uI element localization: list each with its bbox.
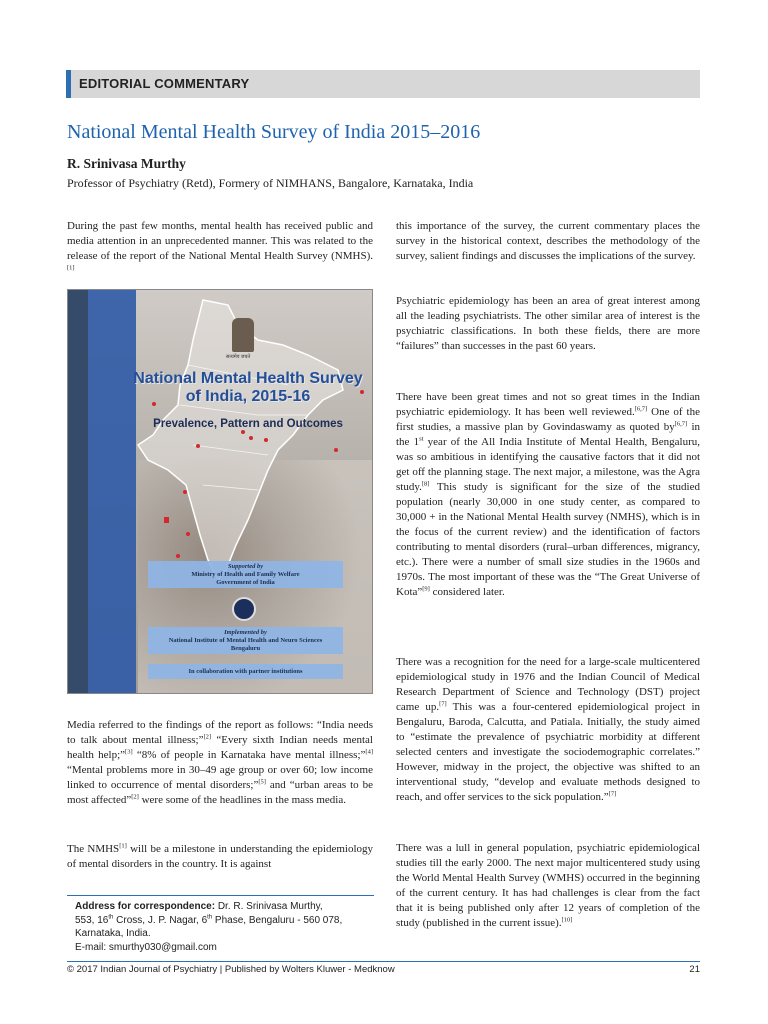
citation-ref[interactable]: [8] bbox=[421, 480, 430, 488]
cover-title-line: National Mental Health Survey bbox=[133, 370, 363, 387]
cover-left-band bbox=[68, 290, 88, 694]
cover-title bbox=[128, 370, 368, 406]
citation-ref[interactable]: [6,7] bbox=[634, 405, 648, 413]
address-line: Cross, J. P. Nagar, 6 bbox=[113, 914, 208, 926]
supported-by-box bbox=[148, 561, 343, 588]
address-divider bbox=[67, 895, 374, 896]
collaboration-box bbox=[148, 664, 343, 679]
map-marker-icon bbox=[241, 430, 245, 434]
map-marker-icon bbox=[186, 532, 190, 536]
section-label: EDITORIAL COMMENTARY bbox=[79, 76, 250, 91]
footer-divider bbox=[67, 961, 700, 962]
cover-subtitle: Prevalence, Pattern and Outcomes bbox=[153, 418, 343, 430]
text-run: Media referred to the findings of the report as follows: “India needs to talk about mental illness;” bbox=[67, 719, 373, 746]
citation-ref[interactable]: [2] bbox=[203, 733, 212, 741]
right-paragraph-5 bbox=[396, 841, 700, 931]
implemented-org: Bengaluru bbox=[230, 645, 261, 652]
address-line: Karnataka, India. bbox=[75, 928, 151, 939]
page-number: 21 bbox=[689, 964, 700, 975]
citation-ref[interactable]: [9] bbox=[422, 585, 430, 593]
ordinal-suffix: th bbox=[108, 914, 114, 921]
citation-ref[interactable]: [10] bbox=[561, 916, 573, 924]
author-name: R. Srinivasa Murthy bbox=[67, 156, 186, 171]
citation-ref[interactable]: [2] bbox=[131, 793, 139, 801]
address-line: Phase, Bengaluru - 560 078, bbox=[212, 914, 343, 926]
address-label: Address for correspondence: bbox=[75, 901, 216, 912]
text-run: year of the All India Institute of Mental Health, Bengaluru, was so ambitious in identifying the causative factors that it did not get off the planning stage. The next major, a milestone, was the Agra study. bbox=[396, 436, 700, 493]
cover-title-line: of India, 2015-16 bbox=[185, 388, 311, 405]
text-run: and “urban areas to be most affected” bbox=[67, 779, 373, 806]
collaboration-text: In collaboration with partner institutions bbox=[188, 668, 303, 675]
text-run: This study is significant for the size of the studied population (nearly 30,000 in one study center, as compared to 30,000 + in the National Mental Health survey (NMHS), which is in the focus of the current review) and the identification of factors contributing to mental disorders (rural–urban differences, migrancy, etc.). There were a number of small size studies in the 1960s and 1970s. The most important of these was the “The Great Universe of Kota” bbox=[396, 481, 700, 598]
text-run: One of the first studies, a massive plan by Govindaswamy as quoted by bbox=[396, 406, 700, 433]
right-paragraph-1 bbox=[396, 219, 700, 264]
national-emblem-icon bbox=[232, 318, 254, 352]
section-header bbox=[66, 70, 700, 98]
citation-ref[interactable]: [7] bbox=[439, 700, 447, 708]
author-affiliation: Professor of Psychiatry (Retd), Formery of NIMHANS, Bangalore, Karnataka, India bbox=[67, 176, 474, 190]
text-run: considered later. bbox=[429, 586, 505, 598]
text-run: “Mental problems more in 30–49 age group or over 60; low income linked to occurrence of mental disorders;” bbox=[67, 764, 373, 791]
report-cover-image bbox=[67, 289, 373, 694]
left-paragraph-1 bbox=[67, 219, 373, 279]
left-paragraph-3 bbox=[67, 842, 373, 872]
ordinal-suffix: th bbox=[207, 914, 213, 921]
email-link[interactable]: E-mail: smurthy030@gmail.com bbox=[75, 941, 217, 953]
nimhans-logo-icon bbox=[232, 597, 256, 621]
citation-ref[interactable]: [4] bbox=[365, 748, 373, 756]
footer-copyright: © 2017 Indian Journal of Psychiatry | Published by Wolters Kluwer - Medknow bbox=[67, 964, 395, 975]
map-marker-square-icon bbox=[164, 517, 169, 523]
ordinal-suffix: st bbox=[419, 435, 424, 443]
right-paragraph-4 bbox=[396, 655, 700, 805]
supported-org: Ministry of Health and Family Welfare bbox=[191, 571, 300, 578]
text-run: This was a four-centered epidemiological project in Bengaluru, Baroda, Calcutta, and Patiala. Initially, the study aimed to “estimate the prevalence of psychiatric morbidity at different selected centers and investigate the sociodemographic correlates.” However, midway in the project, the objective was shifted to an interventional study, “develop and evaluate methods designed to reach, and offer services to the sick population.” bbox=[396, 701, 700, 803]
map-marker-icon bbox=[176, 554, 180, 558]
emblem-motto: सत्यमेव जयते bbox=[226, 355, 251, 360]
text-run: were some of the headlines in the mass media. bbox=[138, 794, 346, 806]
citation-ref[interactable]: [1] bbox=[119, 842, 127, 850]
citation-ref[interactable]: [1] bbox=[67, 264, 75, 272]
text-run: The NMHS bbox=[67, 843, 120, 855]
map-marker-icon bbox=[249, 436, 253, 440]
article-title: National Mental Health Survey of India 2015–2016 bbox=[67, 121, 481, 143]
map-marker-icon bbox=[183, 490, 187, 494]
text-run: this importance of the survey, the current commentary places the survey in the historical context, describes the methodology of the survey, salient findings and discusses the implications of the survey. bbox=[396, 220, 700, 262]
map-marker-icon bbox=[334, 448, 338, 452]
text-run: in the 1 bbox=[396, 421, 700, 448]
correspondence-address bbox=[75, 900, 342, 954]
left-paragraph-2 bbox=[67, 718, 373, 808]
map-marker-icon bbox=[264, 438, 268, 442]
right-paragraph-3 bbox=[396, 390, 700, 600]
india-map-outline bbox=[108, 295, 348, 585]
text-run: will be a milestone in understanding the epidemiology of mental disorders in the country. It is against bbox=[67, 843, 374, 870]
map-marker-icon bbox=[196, 444, 200, 448]
text-run: There was a lull in general population, psychiatric epidemiological studies till the early 2000. The next major multicentered study using the World Mental Health Survey (WMHS) occurred in the beginning of the current century. It has had challenges is clear from the fact that it is being published only after 12 years of completion of the study (published in the current issue). bbox=[396, 842, 700, 929]
address-line: Dr. R. Srinivasa Murthy, bbox=[215, 901, 323, 912]
citation-ref[interactable]: [6,7] bbox=[674, 420, 688, 428]
text-run: There was a recognition for the need for a large-scale multicentered epidemiological study in 1976 and the Indian Council of Medical Research Department of Science and Technology (DST) project came up. bbox=[396, 656, 700, 713]
implemented-label: Implemented by bbox=[224, 629, 267, 636]
right-paragraph-2 bbox=[396, 294, 700, 354]
citation-ref[interactable]: [7] bbox=[608, 790, 617, 798]
supported-label: Supported by bbox=[227, 563, 264, 570]
text-run: There have been great times and not so great times in the Indian psychiatric epidemiology. It has been well reviewed. bbox=[396, 391, 700, 418]
address-line: 553, 16 bbox=[75, 914, 109, 926]
implemented-org: National Institute of Mental Health and Neuro Sciences bbox=[168, 637, 323, 644]
text-run: “8% of people in Karnataka have mental illness;” bbox=[132, 749, 366, 761]
implemented-by-box bbox=[148, 627, 343, 654]
text-run: “Every sixth Indian needs mental health help;” bbox=[67, 734, 373, 761]
text-run: During the past few months, mental health has received public and media attention in an unprecedented manner. This was related to the release of the report of the National Mental Health Survey (NMHS). bbox=[67, 220, 373, 262]
citation-ref[interactable]: [5] bbox=[258, 778, 266, 786]
text-run: Psychiatric epidemiology has been an area of great interest among all the leading psychiatrists. The other similar area of interest is the psychiatric classifications. In both these fields, there are more “failures” than successes in the past 60 years. bbox=[396, 295, 700, 352]
citation-ref[interactable]: [3] bbox=[125, 748, 133, 756]
supported-org: Government of India bbox=[216, 579, 275, 586]
